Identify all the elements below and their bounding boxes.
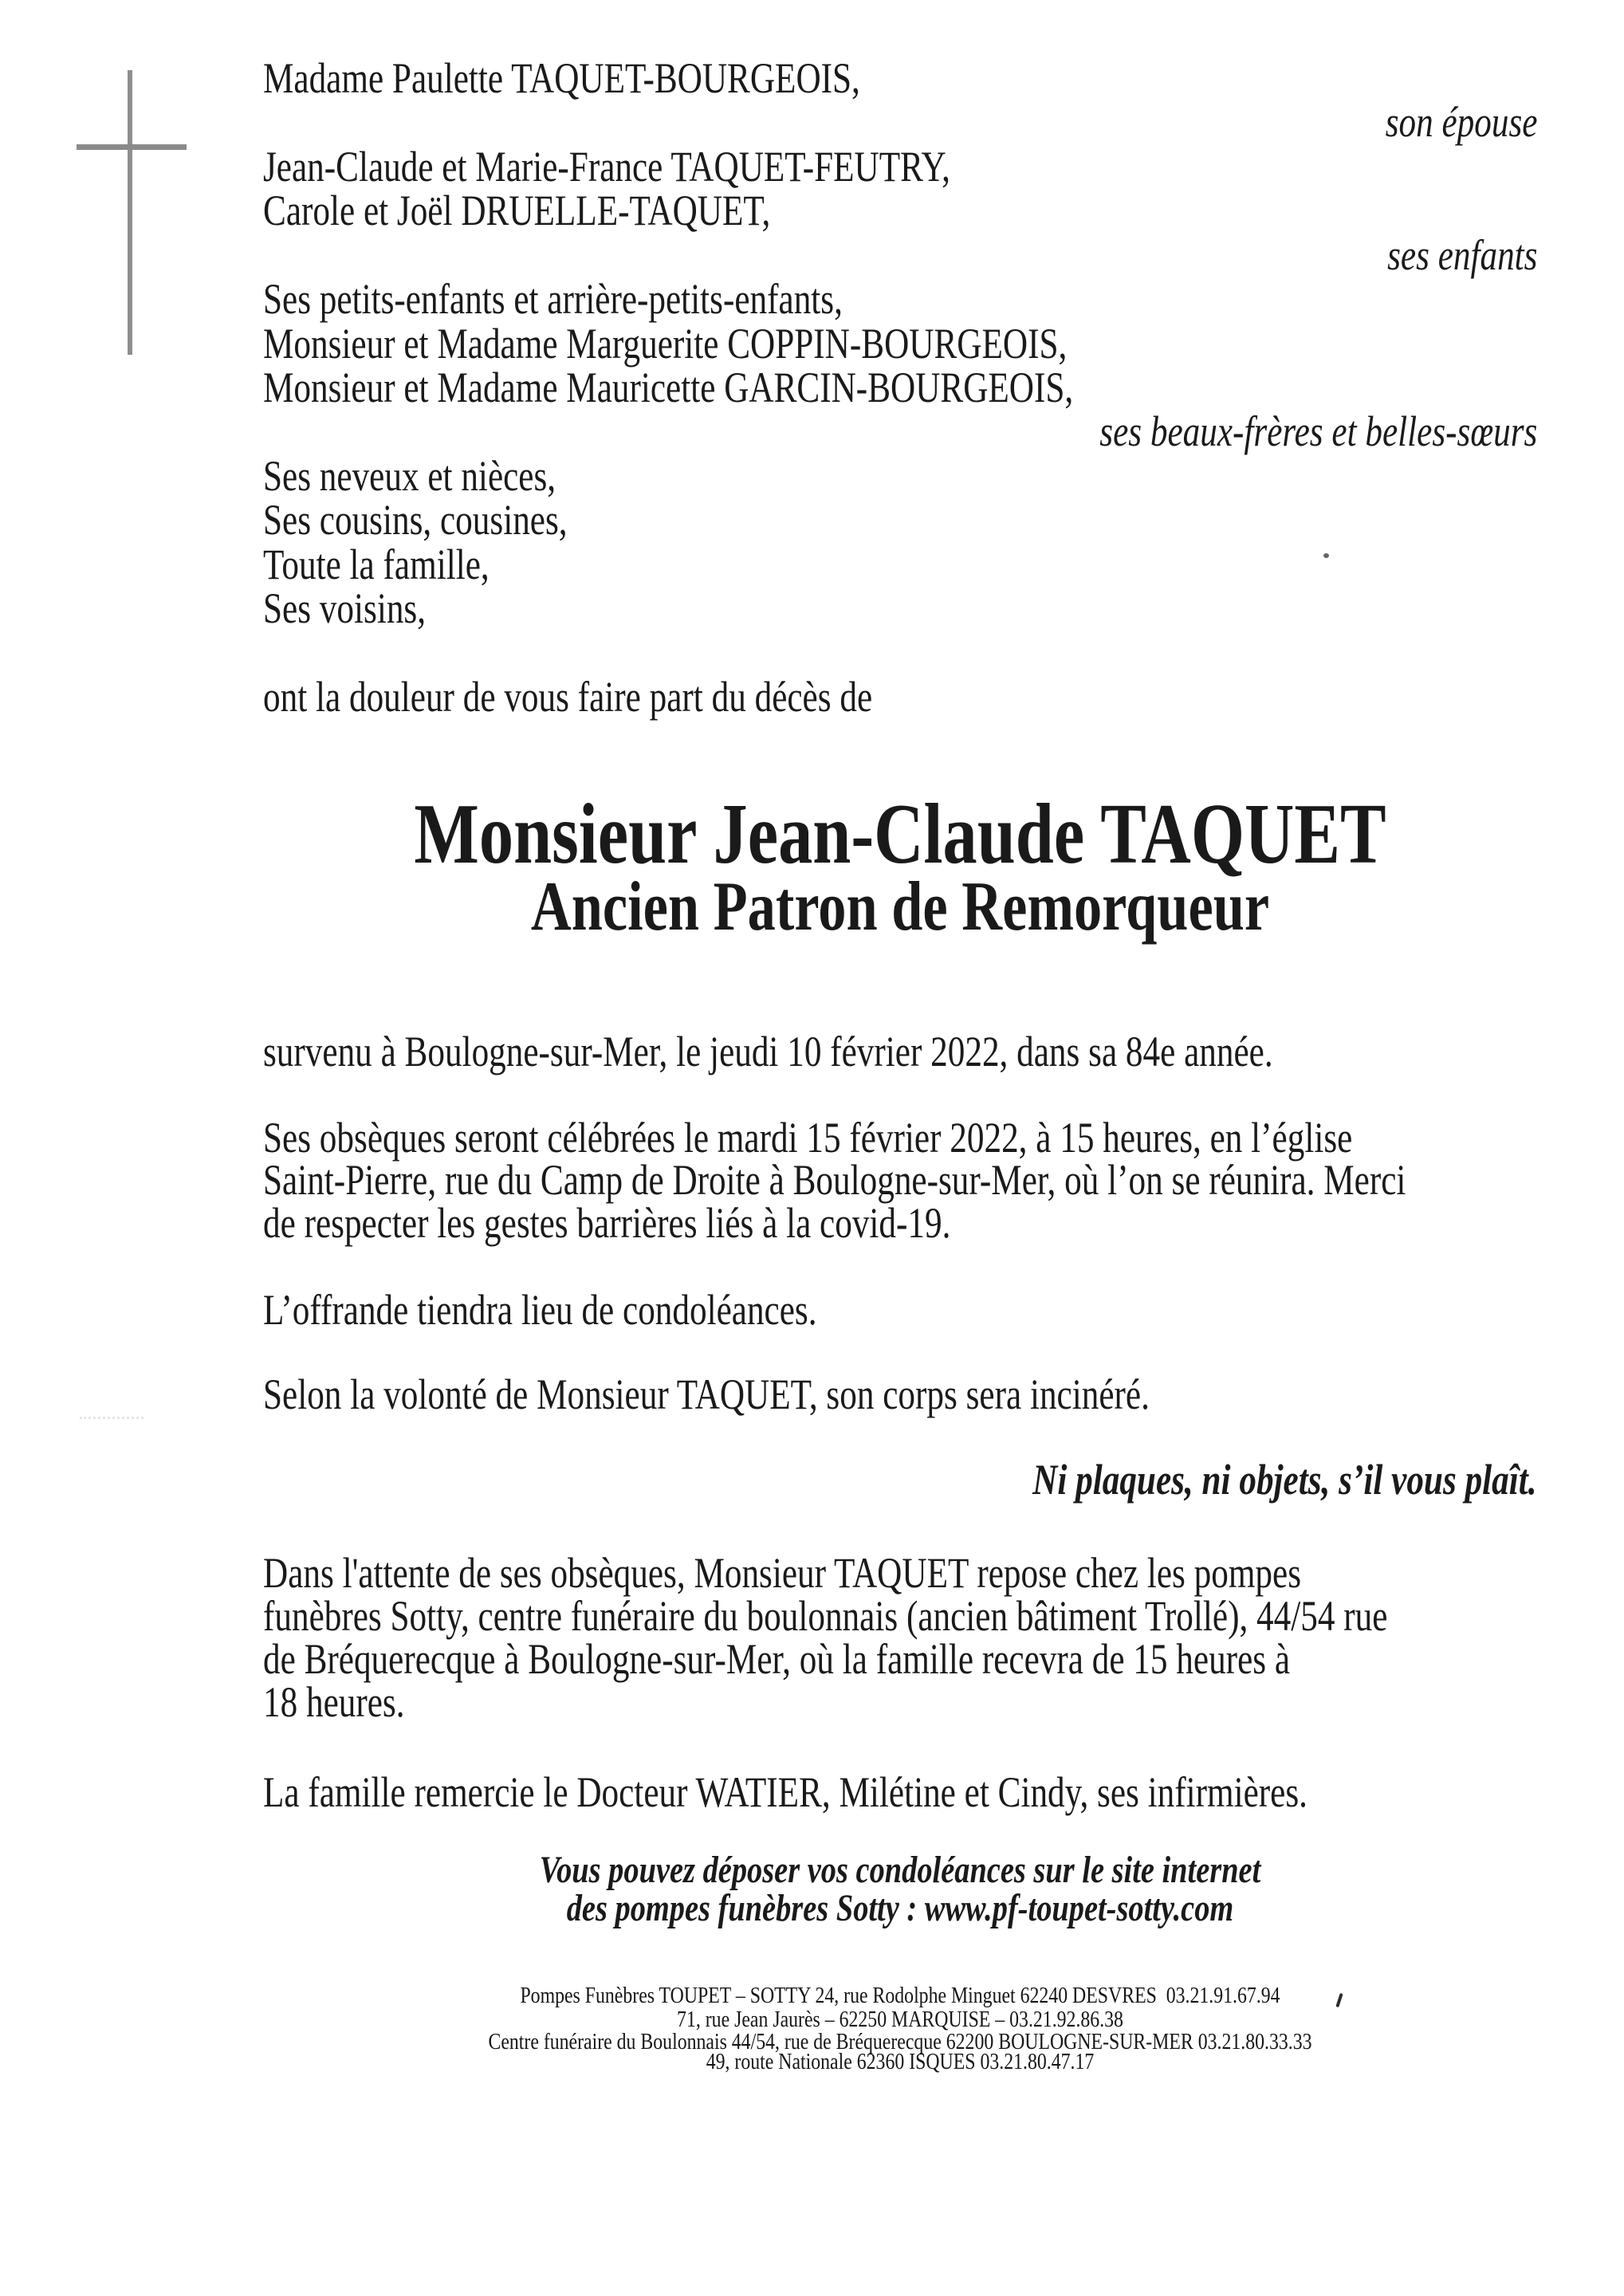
cremation-line: Selon la volonté de Monsieur TAQUET, son corps sera incinéré. bbox=[263, 1370, 1150, 1418]
cross-vertical-bar bbox=[128, 70, 132, 355]
repose-line-1: Dans l'attente de ses obsèques, Monsieur TAQUET repose chez les pompes bbox=[263, 1549, 1302, 1597]
announcement-line: ont la douleur de vous faire part du décès de bbox=[263, 673, 873, 721]
mourner-line-child-2: Carole et Joël DRUELLE-TAQUET, bbox=[263, 187, 771, 234]
deceased-name: Monsieur Jean-Claude TAQUET bbox=[414, 787, 1386, 882]
thanks-line: La famille remercie le Docteur WATIER, Milétine et Cindy, ses infirmières. bbox=[263, 1768, 1307, 1816]
funeral-home-address-2: 71, rue Jean Jaurès – 62250 MARQUISE – 03.21.92.86.38 bbox=[677, 2007, 1123, 2032]
cross-horizontal-bar bbox=[77, 144, 187, 150]
relation-label-children: ses enfants bbox=[1386, 231, 1537, 279]
mourner-line-neighbors: Ses voisins, bbox=[263, 584, 427, 632]
offering-line: L’offrande tiendra lieu de condoléances. bbox=[263, 1286, 817, 1334]
repose-line-4: 18 heures. bbox=[263, 1678, 405, 1726]
mourner-line-spouse: Madame Paulette TAQUET-BOURGEOIS, bbox=[263, 54, 860, 102]
funeral-line-3: de respecter les gestes barrières liés à la covid-19. bbox=[263, 1199, 951, 1247]
repose-line-2: funèbres Sotty, centre funéraire du boulonnais (ancien bâtiment Trollé), 44/54 rue bbox=[263, 1592, 1388, 1640]
deceased-title: Ancien Patron de Remorqueur bbox=[530, 868, 1270, 946]
request-note: Ni plaques, ni objets, s’il vous plaît. bbox=[1032, 1456, 1537, 1504]
funeral-line-1: Ses obsèques seront célébrées le mardi 15 février 2022, à 15 heures, en l’église bbox=[263, 1114, 1353, 1162]
scan-smudge-artifact bbox=[80, 1417, 144, 1419]
funeral-home-address-1: Pompes Funèbres TOUPET – SOTTY 24, rue Rodolphe Minguet 62240 DESVRES 03.21.91.67.94 bbox=[520, 1983, 1280, 2008]
mourner-line-garcin: Monsieur et Madame Mauricette GARCIN-BOURGEOIS, bbox=[263, 364, 1074, 411]
mourner-line-nephews: Ses neveux et nièces, bbox=[263, 452, 556, 500]
relation-label-in-laws: ses beaux-frères et belles-sœurs bbox=[1099, 407, 1537, 455]
condolence-info-line-2: des pompes funèbres Sotty : www.pf-toupet-sotty.com bbox=[566, 1887, 1234, 1929]
document-body bbox=[263, 0, 1537, 2296]
funeral-line-2: Saint-Pierre, rue du Camp de Droite à Boulogne-sur-Mer, où l’on se réunira. Merci bbox=[263, 1156, 1406, 1204]
mourner-line-family: Toute la famille, bbox=[263, 541, 490, 588]
mourner-line-child-1: Jean-Claude et Marie-France TAQUET-FEUTRY, bbox=[263, 143, 950, 191]
mourner-line-grandchildren: Ses petits-enfants et arrière-petits-enfants, bbox=[263, 275, 843, 323]
condolence-info-line-1: Vous pouvez déposer vos condoléances sur le site internet bbox=[539, 1849, 1261, 1891]
death-notice-line: survenu à Boulogne-sur-Mer, le jeudi 10 février 2022, dans sa 84e année. bbox=[263, 1028, 1273, 1075]
funeral-home-address-3: Centre funéraire du Boulonnais 44/54, rue de Bréquerecque 62200 BOULOGNE-SUR-MER 03.21.80.33.33 bbox=[488, 2030, 1312, 2054]
funeral-home-address-4: 49, route Nationale 62360 ISQUES 03.21.80.47.17 bbox=[706, 2050, 1095, 2074]
relation-label-spouse: son épouse bbox=[1385, 98, 1537, 146]
repose-line-3: de Bréquerecque à Boulogne-sur-Mer, où la famille recevra de 15 heures à bbox=[263, 1635, 1291, 1683]
mourner-line-cousins: Ses cousins, cousines, bbox=[263, 496, 568, 544]
mourner-line-coppin: Monsieur et Madame Marguerite COPPIN-BOURGEOIS, bbox=[263, 320, 1068, 368]
